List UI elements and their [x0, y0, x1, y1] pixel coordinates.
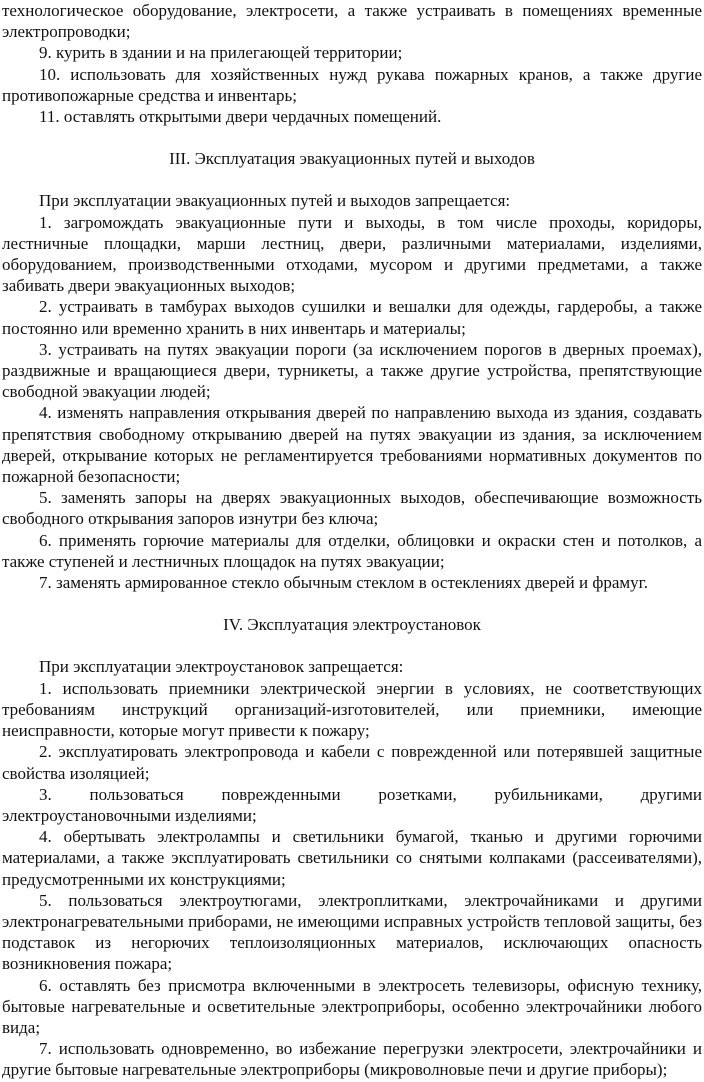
paragraph-continuation: технологическое оборудование, электросети, а также устраивать в помещениях временные электропроводки;: [2, 1, 702, 42]
list-item: 5. пользоваться электроутюгами, электроплитками, электрочайниками и другими электронагревательными приборами, не имеющими исправных устройств тепловой защиты, без подставок из негорючих теплоизоляционных материалов, исключающих опасность возникновения пожара;: [2, 890, 702, 974]
list-item: 7. использовать одновременно, во избежание перегрузки электросети, электрочайники и другие бытовые нагревательные электроприборы (микроволновые печи и другие приборы);: [2, 1039, 702, 1080]
list-item: 1. загромождать эвакуационные пути и выходы, в том числе проходы, коридоры, лестничные площадки, марши лестниц, двери, различными материалами, изделиями, оборудованием, производственными отходами, мусором и другими предметами, а также забивать двери эвакуационных выходов;: [2, 212, 702, 296]
list-item: 9. курить в здании и на прилегающей территории;: [39, 43, 403, 63]
section-heading: IV. Эксплуатация электроустановок: [223, 615, 481, 635]
section-intro: При эксплуатации электроустановок запрещается:: [39, 657, 404, 677]
list-item: 4. обертывать электролампы и светильники бумагой, тканью и другими горючими материалами, а также эксплуатировать светильники со снятыми колпаками (рассеивателями), предусмотренными их конструкциями;: [2, 827, 702, 889]
list-item: 1. использовать приемники электрической энергии в условиях, не соответствующих требованиям инструкций организаций-изготовителей, или приемники, имеющие неисправности, которые могут привести к пожару;: [2, 678, 702, 741]
list-item: 6. оставлять без присмотра включенными в электросеть телевизоры, офисную технику, бытовые нагревательные и осветительные электроприборы, особенно электрочайники любого вида;: [2, 975, 702, 1037]
list-item: 4. изменять направления открывания дверей по направлению выхода из здания, создавать препятствия свободному открыванию дверей на путях эвакуации из здания, за исключением дверей, открывание которых не регламентируется требованиями нормативных документов по пожарной безопасности;: [2, 403, 702, 487]
list-item: 6. применять горючие материалы для отделки, облицовки и окраски стен и потолков, а также ступеней и лестничных площадок на путях эвакуации;: [2, 530, 702, 571]
list-item: 11. оставлять открытыми двери чердачных помещений.: [39, 107, 442, 127]
section-intro: При эксплуатации эвакуационных путей и выходов запрещается:: [39, 191, 511, 211]
list-item: 10. использовать для хозяйственных нужд рукава пожарных кранов, а также другие противопожарные средства и инвентарь;: [2, 64, 702, 105]
list-item: 3. устраивать на путях эвакуации пороги (за исключением порогов в дверных проемах), раздвижные и вращающиеся двери, турникеты, а также другие устройства, препятствующие свободной эвакуации людей;: [2, 339, 702, 402]
list-item: 3. пользоваться поврежденными розетками, рубильниками, другими электроустановочными изделиями;: [2, 784, 702, 825]
list-item: 5. заменять запоры на дверях эвакуационных выходов, обеспечивающие возможность свободного открывания запоров изнутри без ключа;: [2, 488, 702, 529]
list-item: 2. эксплуатировать электропровода и кабели с поврежденной или потерявшей защитные свойства изоляцией;: [2, 742, 702, 783]
list-item: 2. устраивать в тамбурах выходов сушилки и вешалки для одежды, гардеробы, а также постоянно или временно хранить в них инвентарь и материалы;: [2, 297, 702, 338]
list-item: 7. заменять армированное стекло обычным стеклом в остеклениях дверей и фрамуг.: [39, 573, 648, 593]
section-heading: III. Эксплуатация эвакуационных путей и выходов: [169, 149, 535, 169]
